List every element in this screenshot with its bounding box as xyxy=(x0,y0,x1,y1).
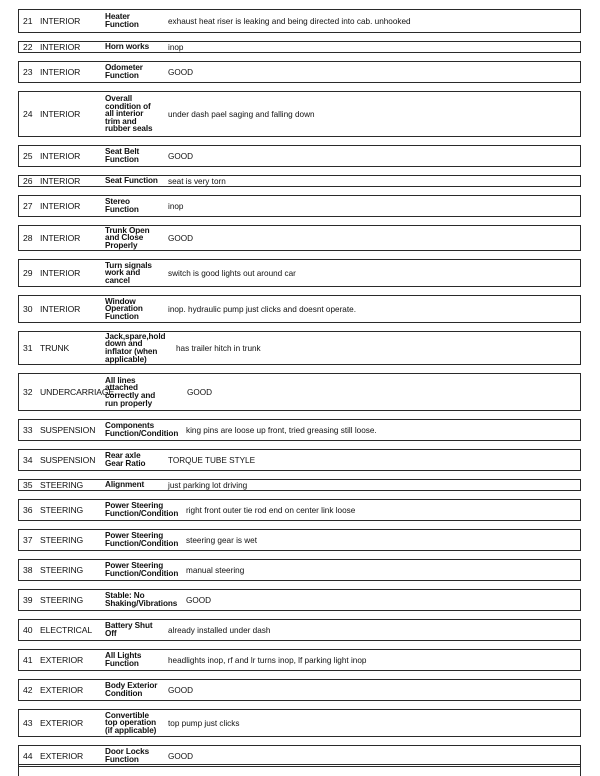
row-category: INTERIOR xyxy=(40,201,81,211)
row-category: EXTERIOR xyxy=(40,751,84,761)
row-number: 21 xyxy=(23,16,33,26)
row-note: already installed under dash xyxy=(168,625,271,635)
table-row xyxy=(18,649,581,671)
table-row xyxy=(18,589,581,611)
table-row xyxy=(18,61,581,83)
row-item: Alignment xyxy=(105,480,145,490)
row-number: 34 xyxy=(23,455,33,465)
row-category: INTERIOR xyxy=(40,268,81,278)
row-category: INTERIOR xyxy=(40,42,81,52)
row-number: 26 xyxy=(23,176,33,186)
table-row xyxy=(18,259,581,287)
row-category: SUSPENSION xyxy=(40,425,96,435)
table-row xyxy=(18,449,581,471)
row-item: Convertible top operation (if applicable) xyxy=(105,710,157,735)
row-number: 24 xyxy=(23,109,33,119)
row-number: 23 xyxy=(23,67,33,77)
row-note: GOOD xyxy=(187,387,213,397)
row-category: TRUNK xyxy=(40,343,70,353)
row-category: UNDERCARRIAGE xyxy=(40,387,115,397)
row-category: STEERING xyxy=(40,535,84,545)
row-category: EXTERIOR xyxy=(40,718,84,728)
row-note: headlights inop, rf and lr turns inop, lf parking light inop xyxy=(168,655,367,665)
row-note: inop. hydraulic pump just clicks and doesnt operate. xyxy=(168,304,356,314)
row-item: Jack,spare,hold down and inflator (when applicable) xyxy=(105,331,166,364)
table-row xyxy=(18,225,581,251)
row-note: GOOD xyxy=(168,685,194,695)
table-row xyxy=(18,529,581,551)
row-number: 32 xyxy=(23,387,33,397)
table-row-partial xyxy=(18,764,581,776)
table-row xyxy=(18,195,581,217)
table-row xyxy=(18,419,581,441)
row-number: 44 xyxy=(23,751,33,761)
row-item: Battery Shut Off xyxy=(105,621,153,638)
row-category: INTERIOR xyxy=(40,109,81,119)
row-item: Rear axle Gear Ratio xyxy=(105,451,146,468)
row-category: INTERIOR xyxy=(40,176,81,186)
row-category: EXTERIOR xyxy=(40,685,84,695)
row-number: 33 xyxy=(23,425,33,435)
table-row xyxy=(18,295,581,323)
row-number: 40 xyxy=(23,625,33,635)
row-note: exhaust heat riser is leaking and being directed into cab. unhooked xyxy=(168,16,411,26)
row-note: just parking lot driving xyxy=(168,480,248,490)
row-note: has trailer hitch in trunk xyxy=(176,343,261,353)
row-category: INTERIOR xyxy=(40,16,81,26)
row-note: inop xyxy=(168,42,184,52)
row-note: steering gear is wet xyxy=(186,535,257,545)
row-category: INTERIOR xyxy=(40,233,81,243)
row-note: right front outer tie rod end on center link loose xyxy=(186,505,356,515)
table-row xyxy=(18,145,581,167)
row-note: seat is very torn xyxy=(168,176,226,186)
row-number: 29 xyxy=(23,268,33,278)
table-row xyxy=(18,479,581,491)
row-note: manual steering xyxy=(186,565,245,575)
row-note: inop xyxy=(168,201,184,211)
row-number: 35 xyxy=(23,480,33,490)
row-item: All lines attached correctly and run properly xyxy=(105,375,156,408)
row-number: 39 xyxy=(23,595,33,605)
table-row xyxy=(18,175,581,187)
row-item: Power Steering Function/Condition xyxy=(105,531,179,548)
inspection-table xyxy=(18,9,581,775)
row-item: Turn signals work and cancel xyxy=(105,260,152,285)
row-category: EXTERIOR xyxy=(40,655,84,665)
row-note: GOOD xyxy=(168,67,194,77)
row-category: STEERING xyxy=(40,565,84,575)
row-item: Door Locks Function xyxy=(105,747,150,764)
table-row xyxy=(18,9,581,33)
table-row xyxy=(18,619,581,641)
row-number: 30 xyxy=(23,304,33,314)
row-note: GOOD xyxy=(186,595,212,605)
row-item: Body Exterior Condition xyxy=(105,681,158,698)
row-number: 25 xyxy=(23,151,33,161)
row-item: Seat Belt Function xyxy=(105,147,140,164)
row-category: STEERING xyxy=(40,505,84,515)
row-item: Heater Function xyxy=(105,12,139,29)
row-number: 28 xyxy=(23,233,33,243)
row-category: STEERING xyxy=(40,595,84,605)
row-number: 31 xyxy=(23,343,33,353)
row-category: ELECTRICAL xyxy=(40,625,93,635)
row-number: 43 xyxy=(23,718,33,728)
row-item: Stereo Function xyxy=(105,197,139,214)
row-note: GOOD xyxy=(168,151,194,161)
row-item: Power Steering Function/Condition xyxy=(105,501,179,518)
row-category: STEERING xyxy=(40,480,84,490)
row-item: Window Operation Function xyxy=(105,296,143,321)
table-row xyxy=(18,41,581,53)
table-row xyxy=(18,331,581,365)
row-category: INTERIOR xyxy=(40,151,81,161)
table-row xyxy=(18,709,581,737)
row-number: 37 xyxy=(23,535,33,545)
row-category: INTERIOR xyxy=(40,304,81,314)
row-item: Odometer Function xyxy=(105,63,143,80)
row-item: Horn works xyxy=(105,42,150,52)
row-note: under dash pael saging and falling down xyxy=(168,109,315,119)
table-row xyxy=(18,373,581,411)
row-number: 41 xyxy=(23,655,33,665)
row-number: 22 xyxy=(23,42,33,52)
table-row xyxy=(18,679,581,701)
table-row xyxy=(18,559,581,581)
row-number: 27 xyxy=(23,201,33,211)
row-item: Stable: No Shaking/Vibrations xyxy=(105,591,178,608)
row-item: Overall condition of all interior trim and rubber seals xyxy=(105,94,153,134)
row-note: GOOD xyxy=(168,751,194,761)
row-item: Seat Function xyxy=(105,176,158,186)
row-number: 36 xyxy=(23,505,33,515)
row-item: All Lights Function xyxy=(105,651,142,668)
row-note: GOOD xyxy=(168,233,194,243)
row-category: SUSPENSION xyxy=(40,455,96,465)
row-number: 38 xyxy=(23,565,33,575)
row-category: INTERIOR xyxy=(40,67,81,77)
row-note: top pump just clicks xyxy=(168,718,240,728)
row-number: 42 xyxy=(23,685,33,695)
row-item: Trunk Open and Close Properly xyxy=(105,225,150,250)
row-note: switch is good lights out around car xyxy=(168,268,296,278)
row-note: king pins are loose up front, tried greasing still loose. xyxy=(186,425,377,435)
table-row xyxy=(18,91,581,137)
table-row xyxy=(18,499,581,521)
row-item: Power Steering Function/Condition xyxy=(105,561,179,578)
row-note: TORQUE TUBE STYLE xyxy=(168,455,256,465)
row-item: Components Function/Condition xyxy=(105,421,179,438)
